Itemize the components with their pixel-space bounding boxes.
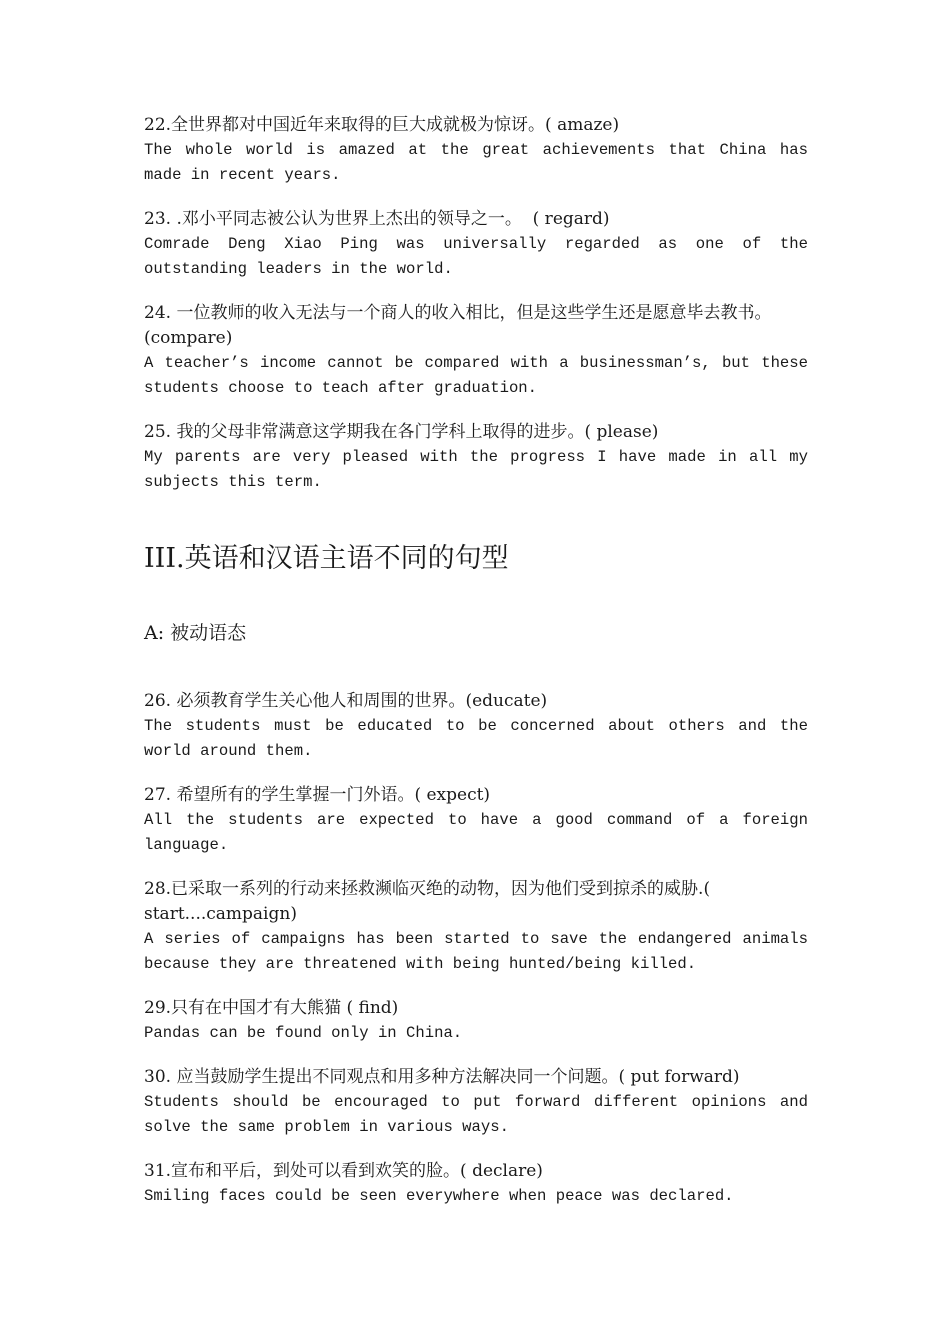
sub-heading: A: 被动语态 (144, 622, 247, 644)
english-translation: The students must be educated to be concerned about others and the world around them. (144, 717, 818, 760)
chinese-sentence: 29.只有在中国才有大熊猫 ( find) (144, 998, 399, 1018)
english-translation: All the students are expected to have a good command of a foreign language. (144, 811, 818, 854)
document-page (144, 113, 818, 1228)
english-translation: Pandas can be found only in China. (144, 1024, 463, 1042)
exercise-item-29 (144, 996, 808, 1046)
english-translation: Students should be encouraged to put forward different opinions and solve the same problem in various ways. (144, 1093, 818, 1136)
english-translation: The whole world is amazed at the great achievements that China has made in recent years. (144, 141, 818, 184)
exercise-item-23 (144, 207, 818, 282)
chinese-sentence: 25. 我的父母非常满意这学期我在各门学科上取得的进步。( please) (144, 422, 659, 442)
exercise-item-30 (144, 1065, 818, 1140)
exercise-item-22 (144, 113, 818, 188)
english-translation: Smiling faces could be seen everywhere when peace was declared. (144, 1187, 734, 1205)
exercise-item-31 (144, 1159, 808, 1209)
english-translation: Comrade Deng Xiao Ping was universally regarded as one of the outstanding leaders in the world. (144, 235, 818, 278)
english-translation: A teacher’s income cannot be compared with a businessman’s, but these students choose to teach after graduation. (144, 354, 818, 397)
exercise-item-28 (144, 877, 818, 977)
exercise-item-25 (144, 420, 818, 495)
chinese-sentence: 22.全世界都对中国近年来取得的巨大成就极为惊讶。( amaze) (144, 115, 620, 135)
chinese-sentence: 24. 一位教师的收入无法与一个商人的收入相比，但是这些学生还是愿意毕去教书。(compare) (144, 303, 772, 348)
section-heading: III.英语和汉语主语不同的句型 (144, 543, 509, 574)
chinese-sentence: 30. 应当鼓励学生提出不同观点和用多种方法解决同一个问题。( put forward) (144, 1067, 740, 1087)
english-translation: My parents are very pleased with the progress I have made in all my subjects this term. (144, 448, 818, 491)
exercise-item-26 (144, 689, 818, 764)
exercise-item-27 (144, 783, 818, 858)
chinese-sentence: 26. 必须教育学生关心他人和周围的世界。(educate) (144, 691, 548, 711)
exercise-item-24 (144, 301, 818, 401)
chinese-sentence: 23. .邓小平同志被公认为世界上杰出的领导之一。 ( regard) (144, 209, 610, 229)
english-translation: A series of campaigns has been started to save the endangered animals because they are threatened with being hunted/being killed. (144, 930, 818, 973)
chinese-sentence: 31.宣布和平后，到处可以看到欢笑的脸。( declare) (144, 1161, 543, 1181)
chinese-sentence: 27. 希望所有的学生掌握一门外语。( expect) (144, 785, 491, 805)
chinese-sentence: 28.已采取一系列的行动来拯救濒临灭绝的动物，因为他们受到掠杀的威胁.( start....campaign) (144, 879, 716, 924)
